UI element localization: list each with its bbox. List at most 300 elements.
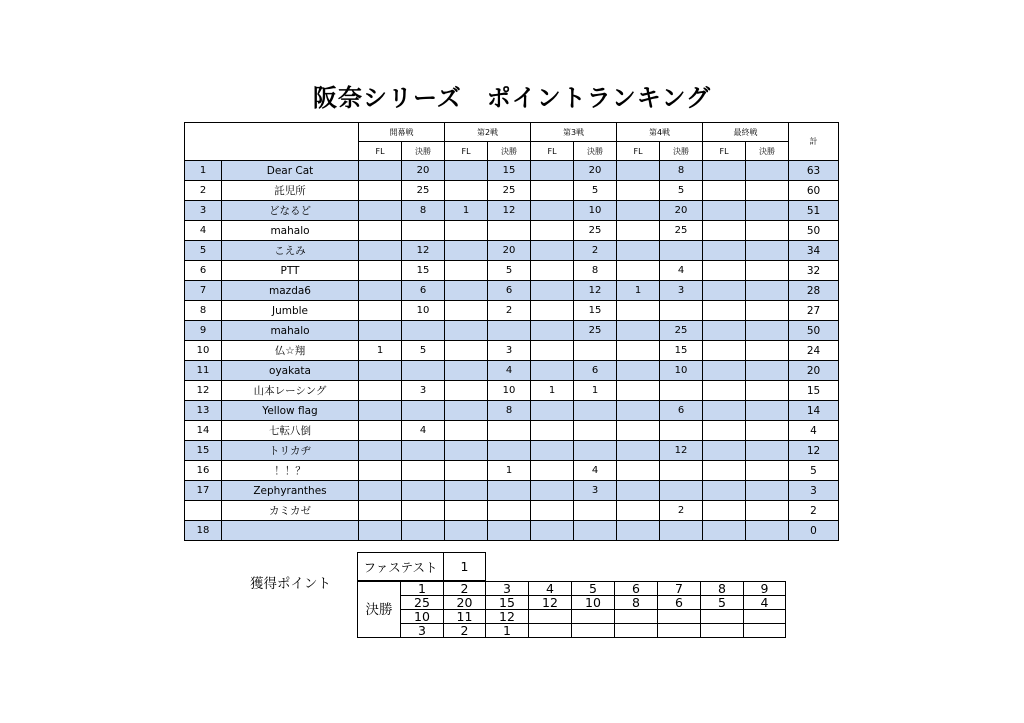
final-points: 20 [574, 161, 617, 181]
points-value: 5 [701, 596, 744, 610]
fl-points [617, 161, 660, 181]
points-row [358, 610, 786, 624]
fl-points [531, 361, 574, 381]
rank-cell: 3 [185, 201, 222, 221]
fl-points [531, 341, 574, 361]
final-points [574, 501, 617, 521]
ranking-row [185, 161, 839, 181]
team-name: 七転八倒 [222, 421, 359, 441]
final-points [402, 361, 445, 381]
final-points [488, 501, 531, 521]
fl-points [531, 521, 574, 541]
team-name: 仏☆翔 [222, 341, 359, 361]
final-points [574, 421, 617, 441]
final-points: 4 [402, 421, 445, 441]
position-number: 4 [529, 582, 572, 596]
final-points: 25 [660, 221, 703, 241]
final-points [746, 221, 789, 241]
fl-points: 1 [617, 281, 660, 301]
final-points: 8 [660, 161, 703, 181]
page-title: 阪奈シリーズ ポイントランキング [312, 84, 712, 112]
ranking-row [185, 381, 839, 401]
final-points [488, 421, 531, 441]
final-points: 10 [660, 361, 703, 381]
final-points [402, 481, 445, 501]
fl-points: 1 [531, 381, 574, 401]
final-points: 5 [574, 181, 617, 201]
points-value: 15 [486, 596, 529, 610]
final-points [488, 321, 531, 341]
total-header: 計 [789, 123, 839, 161]
ranking-row [185, 321, 839, 341]
final-points [746, 301, 789, 321]
team-name: トリカヂ [222, 441, 359, 461]
fl-points [703, 161, 746, 181]
final-points [746, 481, 789, 501]
fl-points [617, 361, 660, 381]
final-points: 3 [488, 341, 531, 361]
rank-cell: 5 [185, 241, 222, 261]
points-value [701, 610, 744, 624]
fl-points [703, 321, 746, 341]
fl-points [359, 201, 402, 221]
final-points [746, 241, 789, 261]
fl-points [445, 501, 488, 521]
ranking-row [185, 501, 839, 521]
final-points [402, 321, 445, 341]
rank-cell: 7 [185, 281, 222, 301]
fl-points [445, 421, 488, 441]
rank-cell: 8 [185, 301, 222, 321]
final-points [746, 181, 789, 201]
points-value [658, 624, 701, 638]
rank-cell: 18 [185, 521, 222, 541]
position-number: 8 [701, 582, 744, 596]
position-number: 2 [444, 582, 486, 596]
team-name: mazda6 [222, 281, 359, 301]
final-points [660, 301, 703, 321]
total-points: 60 [789, 181, 839, 201]
final-points [746, 261, 789, 281]
ranking-body [185, 161, 839, 541]
final-points [660, 381, 703, 401]
fl-points [617, 221, 660, 241]
final-points [746, 501, 789, 521]
final-points: 5 [660, 181, 703, 201]
rank-cell [185, 501, 222, 521]
points-value [572, 610, 615, 624]
team-name: ！！？ [222, 461, 359, 481]
fl-points [531, 241, 574, 261]
points-value: 4 [744, 596, 786, 610]
race-header: 第3戦 [531, 123, 617, 142]
ranking-row [185, 301, 839, 321]
final-header: 決勝 [660, 142, 703, 161]
final-points [746, 281, 789, 301]
final-points: 15 [488, 161, 531, 181]
total-points: 27 [789, 301, 839, 321]
team-name: Jumble [222, 301, 359, 321]
points-value [615, 610, 658, 624]
header-blank [185, 123, 359, 161]
fl-points [703, 281, 746, 301]
fl-points [617, 501, 660, 521]
final-points: 4 [488, 361, 531, 381]
final-points: 6 [660, 401, 703, 421]
fl-points [359, 221, 402, 241]
fl-points [445, 321, 488, 341]
final-points [488, 521, 531, 541]
final-points: 15 [402, 261, 445, 281]
final-points [746, 341, 789, 361]
points-value: 1 [486, 624, 529, 638]
final-points: 5 [488, 261, 531, 281]
final-points [488, 221, 531, 241]
fl-points: 1 [445, 201, 488, 221]
final-points [660, 521, 703, 541]
final-points [402, 441, 445, 461]
fl-header: FL [617, 142, 660, 161]
final-points: 12 [402, 241, 445, 261]
final-points [746, 361, 789, 381]
rank-cell: 16 [185, 461, 222, 481]
fl-points [445, 361, 488, 381]
team-name [222, 521, 359, 541]
fl-points [359, 401, 402, 421]
total-points: 24 [789, 341, 839, 361]
ranking-row [185, 441, 839, 461]
ranking-row [185, 361, 839, 381]
final-points [746, 201, 789, 221]
fl-header: FL [703, 142, 746, 161]
fastest-value: 1 [444, 553, 486, 581]
final-points: 8 [488, 401, 531, 421]
final-points [402, 461, 445, 481]
final-points: 15 [660, 341, 703, 361]
rank-cell: 11 [185, 361, 222, 381]
ranking-row [185, 421, 839, 441]
fl-points [617, 341, 660, 361]
final-points: 2 [488, 301, 531, 321]
points-value: 8 [615, 596, 658, 610]
total-points: 14 [789, 401, 839, 421]
race-header: 開幕戦 [359, 123, 445, 142]
fl-header: FL [531, 142, 574, 161]
fl-points [531, 281, 574, 301]
rank-cell: 6 [185, 261, 222, 281]
final-header: 決勝 [488, 142, 531, 161]
total-points: 0 [789, 521, 839, 541]
final-points: 12 [574, 281, 617, 301]
final-points [746, 161, 789, 181]
fl-points [445, 341, 488, 361]
fl-points [703, 361, 746, 381]
final-points [746, 401, 789, 421]
fl-points [359, 301, 402, 321]
rank-cell: 12 [185, 381, 222, 401]
team-name: 託児所 [222, 181, 359, 201]
fl-points [703, 221, 746, 241]
final-points: 3 [402, 381, 445, 401]
final-points [402, 501, 445, 521]
rank-cell: 1 [185, 161, 222, 181]
final-points: 20 [402, 161, 445, 181]
final-points: 20 [660, 201, 703, 221]
fl-points [617, 401, 660, 421]
fl-points [703, 301, 746, 321]
total-points: 20 [789, 361, 839, 381]
final-points [660, 421, 703, 441]
race-header: 最終戦 [703, 123, 789, 142]
fl-points [359, 261, 402, 281]
fl-points [531, 161, 574, 181]
fl-points [359, 361, 402, 381]
team-name: Yellow flag [222, 401, 359, 421]
fl-points [359, 381, 402, 401]
race-header-row [185, 123, 839, 142]
ranking-row [185, 341, 839, 361]
total-points: 50 [789, 321, 839, 341]
final-points: 8 [574, 261, 617, 281]
team-name: mahalo [222, 221, 359, 241]
final-points [746, 521, 789, 541]
final-points: 25 [488, 181, 531, 201]
final-points: 3 [574, 481, 617, 501]
total-points: 12 [789, 441, 839, 461]
team-name: mahalo [222, 321, 359, 341]
fl-points [531, 201, 574, 221]
fl-points [531, 181, 574, 201]
fl-points [617, 381, 660, 401]
final-points: 4 [574, 461, 617, 481]
fl-points [703, 201, 746, 221]
points-label: 獲得ポイント [250, 576, 331, 592]
fl-points [531, 261, 574, 281]
final-points [488, 441, 531, 461]
position-number: 3 [486, 582, 529, 596]
points-value [572, 624, 615, 638]
total-points: 34 [789, 241, 839, 261]
final-points [488, 481, 531, 501]
fl-points [359, 521, 402, 541]
team-name: Zephyranthes [222, 481, 359, 501]
final-points [660, 481, 703, 501]
fl-points [617, 441, 660, 461]
fl-points [445, 521, 488, 541]
final-points [402, 221, 445, 241]
final-points: 8 [402, 201, 445, 221]
position-number: 9 [744, 582, 786, 596]
rank-cell: 17 [185, 481, 222, 501]
fl-points [617, 461, 660, 481]
points-value [615, 624, 658, 638]
fl-points [703, 261, 746, 281]
fl-points [703, 341, 746, 361]
ranking-row [185, 461, 839, 481]
fl-points [445, 301, 488, 321]
fl-points [703, 461, 746, 481]
ranking-row [185, 221, 839, 241]
fl-points [617, 241, 660, 261]
final-points: 25 [574, 221, 617, 241]
points-value [701, 624, 744, 638]
rank-cell: 2 [185, 181, 222, 201]
final-points [660, 241, 703, 261]
rank-cell: 14 [185, 421, 222, 441]
points-value [744, 610, 786, 624]
ranking-row [185, 201, 839, 221]
points-value: 20 [444, 596, 486, 610]
fl-points [445, 221, 488, 241]
final-header: 決勝 [402, 142, 445, 161]
final-points [746, 321, 789, 341]
team-name: どなるど [222, 201, 359, 221]
final-points [574, 521, 617, 541]
fl-points [703, 441, 746, 461]
ranking-row [185, 481, 839, 501]
fl-points [617, 521, 660, 541]
final-points [402, 401, 445, 421]
final-points: 2 [660, 501, 703, 521]
total-points: 3 [789, 481, 839, 501]
final-points: 4 [660, 261, 703, 281]
fl-points [359, 241, 402, 261]
final-points [574, 401, 617, 421]
total-points: 63 [789, 161, 839, 181]
position-number: 7 [658, 582, 701, 596]
fl-points [445, 461, 488, 481]
ranking-table [184, 122, 839, 541]
final-points [574, 341, 617, 361]
points-value: 3 [401, 624, 444, 638]
final-points: 2 [574, 241, 617, 261]
fl-points [703, 241, 746, 261]
points-table [357, 581, 786, 638]
fl-header: FL [359, 142, 402, 161]
fl-points [445, 481, 488, 501]
fl-points [531, 421, 574, 441]
final-points: 5 [402, 341, 445, 361]
points-row [358, 624, 786, 638]
final-points [746, 461, 789, 481]
final-points [660, 461, 703, 481]
team-name: oyakata [222, 361, 359, 381]
fl-points [703, 481, 746, 501]
fl-points [445, 441, 488, 461]
total-points: 4 [789, 421, 839, 441]
fl-points [359, 441, 402, 461]
fastest-table [357, 552, 486, 581]
fl-points [531, 301, 574, 321]
fl-points [617, 261, 660, 281]
total-points: 2 [789, 501, 839, 521]
fl-points [531, 221, 574, 241]
team-name: PTT [222, 261, 359, 281]
position-row [358, 582, 786, 596]
final-points [746, 421, 789, 441]
team-name: Dear Cat [222, 161, 359, 181]
final-points [574, 441, 617, 461]
final-points: 1 [574, 381, 617, 401]
fl-points [359, 281, 402, 301]
fl-points [703, 521, 746, 541]
final-points: 25 [574, 321, 617, 341]
final-points: 20 [488, 241, 531, 261]
fl-points [617, 181, 660, 201]
total-points: 51 [789, 201, 839, 221]
final-points: 1 [488, 461, 531, 481]
final-header: 決勝 [746, 142, 789, 161]
final-points: 3 [660, 281, 703, 301]
final-points [402, 521, 445, 541]
final-points: 12 [660, 441, 703, 461]
fl-points [531, 481, 574, 501]
final-points: 15 [574, 301, 617, 321]
fl-points [617, 201, 660, 221]
fl-header: FL [445, 142, 488, 161]
final-points: 10 [574, 201, 617, 221]
final-points: 6 [574, 361, 617, 381]
points-value: 12 [486, 610, 529, 624]
fl-points [445, 281, 488, 301]
fl-points [359, 421, 402, 441]
final-points: 25 [660, 321, 703, 341]
fl-points [703, 381, 746, 401]
final-points [746, 381, 789, 401]
fl-points [359, 461, 402, 481]
fl-points [617, 481, 660, 501]
ranking-row [185, 181, 839, 201]
rank-cell: 15 [185, 441, 222, 461]
fl-points [359, 321, 402, 341]
fl-points [531, 441, 574, 461]
fl-points [703, 421, 746, 441]
ranking-row [185, 261, 839, 281]
points-value [529, 610, 572, 624]
fl-points [445, 161, 488, 181]
points-value [658, 610, 701, 624]
team-name: 山本レーシング [222, 381, 359, 401]
total-points: 28 [789, 281, 839, 301]
fl-points [359, 161, 402, 181]
points-value: 6 [658, 596, 701, 610]
fl-points [445, 181, 488, 201]
final-points: 12 [488, 201, 531, 221]
position-number: 1 [401, 582, 444, 596]
fl-points [531, 401, 574, 421]
rank-cell: 4 [185, 221, 222, 241]
ranking-row [185, 521, 839, 541]
fl-points [445, 401, 488, 421]
points-value: 10 [401, 610, 444, 624]
fl-points [359, 501, 402, 521]
fl-points [703, 501, 746, 521]
team-name: こえみ [222, 241, 359, 261]
fl-points [703, 401, 746, 421]
fl-points [359, 181, 402, 201]
points-value [529, 624, 572, 638]
total-points: 15 [789, 381, 839, 401]
fl-points [617, 301, 660, 321]
fastest-label: ファステスト [358, 553, 444, 581]
points-body [358, 582, 786, 638]
rank-cell: 10 [185, 341, 222, 361]
points-value: 10 [572, 596, 615, 610]
points-value: 12 [529, 596, 572, 610]
fl-points [359, 481, 402, 501]
total-points: 32 [789, 261, 839, 281]
total-points: 5 [789, 461, 839, 481]
